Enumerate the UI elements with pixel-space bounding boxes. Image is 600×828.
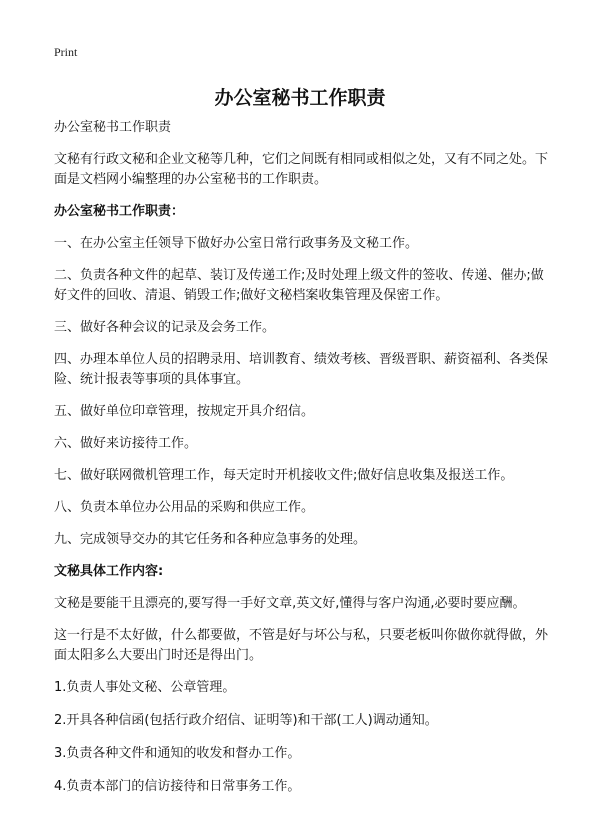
content-list-item: 1.负责人事处文秘、公章管理。	[54, 680, 236, 695]
duties-heading: 办公室秘书工作职责：	[54, 204, 185, 219]
duty-item: 四、办理本单位人员的招聘录用、培训教育、绩效考核、晋级晋职、薪资福利、各类保险、统计报表等事项的具体事宜。	[54, 352, 549, 387]
duty-item: 一、在办公室主任领导下做好办公室日常行政事务及文秘工作。	[54, 236, 419, 251]
duty-item: 六、做好来访接待工作。	[54, 436, 198, 451]
duty-item: 八、负责本单位办公用品的采购和供应工作。	[54, 500, 315, 515]
content-heading: 文秘具体工作内容:	[54, 564, 164, 579]
duty-item: 五、做好单位印章管理，按规定开具介绍信。	[54, 404, 315, 419]
content-list-item: 4.负责本部门的信访接待和日常事务工作。	[54, 779, 301, 794]
intro-paragraph: 文秘有行政文秘和企业文秘等几种，它们之间既有相同或相似之处，又有不同之处。下面是文档网小编整理的办公室秘书的工作职责。	[54, 152, 549, 187]
duty-item: 七、做好联网微机管理工作，每天定时开机接收文件;做好信息收集及报送工作。	[54, 468, 514, 483]
page-title: 办公室秘书工作职责	[214, 87, 386, 109]
duty-item: 二、负责各种文件的起草、装订及传递工作;及时处理上级文件的签收、传递、催办;做好文件的回收、清退、销毁工作;做好文秘档案收集管理及保密工作。	[54, 268, 544, 303]
intro-subtitle: 办公室秘书工作职责	[54, 120, 172, 135]
duty-item: 九、完成领导交办的其它任务和各种应急事务的处理。	[54, 532, 367, 547]
content-paragraph: 这一行是不太好做，什么都要做，不管是好与坏公与私，只要老板叫你做你就得做，外面太阳多么大要出门时还是得出门。	[54, 628, 549, 663]
content-paragraph: 文秘是要能干且漂亮的,要写得一手好文章,英文好,懂得与客户沟通,必要时要应酬。	[54, 596, 526, 611]
print-link[interactable]: Print	[54, 45, 78, 59]
document-body	[54, 118, 550, 810]
content-list-item: 3.负责各种文件和通知的收发和督办工作。	[54, 746, 301, 761]
content-list-item: 2.开具各种信函(包括行政介绍信、证明等)和干部(工人)调动通知。	[54, 713, 438, 728]
duty-item: 三、做好各种会议的记录及会务工作。	[54, 320, 276, 335]
